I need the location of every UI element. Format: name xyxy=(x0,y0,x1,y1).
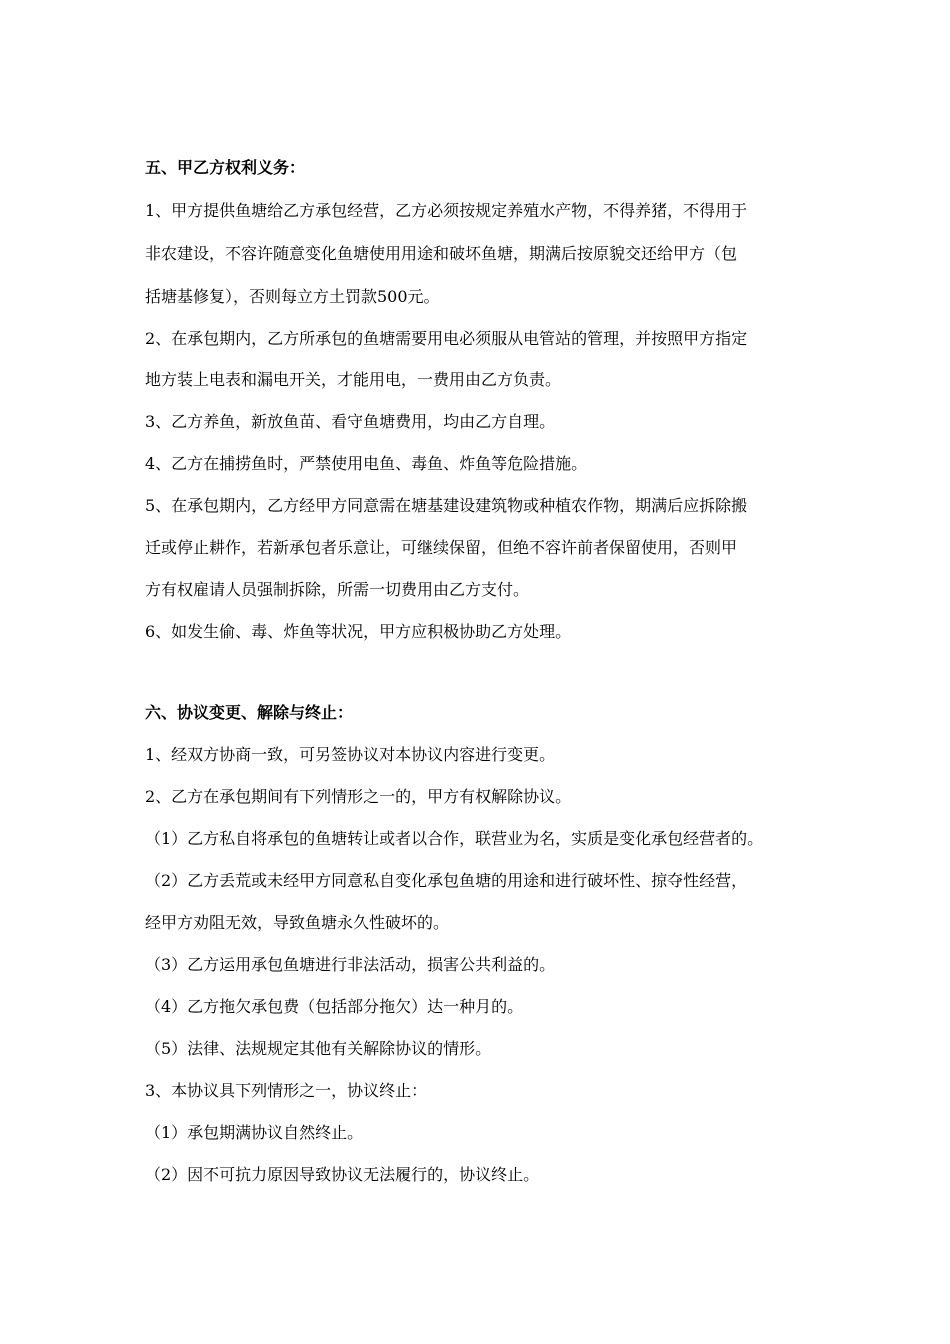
section-5-line: 4、乙方在捕捞鱼时，严禁使用电鱼、毒鱼、炸鱼等危险措施。 xyxy=(145,454,588,473)
section-5-line: 3、乙方养鱼，新放鱼苗、看守鱼塘费用，均由乙方自理。 xyxy=(145,412,556,431)
section-6-line: （3）乙方运用承包鱼塘进行非法活动，损害公共利益的。 xyxy=(145,955,556,974)
section-5-line: 6、如发生偷、毒、炸鱼等状况，甲方应积极协助乙方处理。 xyxy=(145,622,572,641)
section-5-line: 2、在承包期内，乙方所承包的鱼塘需要用电必须服从电管站的管理，并按照甲方指定 xyxy=(145,329,748,348)
section-5-heading: 五、甲乙方权利义务： xyxy=(145,158,306,177)
section-6-line: 1、经双方协商一致，可另签协议对本协议内容进行变更。 xyxy=(145,745,556,764)
section-6-line: （2）乙方丢荒或未经甲方同意私自变化承包鱼塘的用途和进行破坏性、掠夺性经营， xyxy=(145,871,748,890)
section-5-line: 5、在承包期内，乙方经甲方同意需在塘基建设建筑物或种植农作物，期满后应拆除搬 xyxy=(145,496,748,515)
section-5-line: 1、甲方提供鱼塘给乙方承包经营，乙方必须按规定养殖水产物，不得养猪，不得用于 xyxy=(145,201,748,220)
section-5-line: 地方装上电表和漏电开关，才能用电，一费用由乙方负责。 xyxy=(145,370,562,389)
section-6-line: （1）乙方私自将承包的鱼塘转让或者以合作，联营业为名，实质是变化承包经营者的。 xyxy=(145,829,764,848)
section-6-line: （2）因不可抗力原因导致协议无法履行的，协议终止。 xyxy=(145,1165,540,1184)
section-5-line: 非农建设，不容许随意变化鱼塘使用用途和破坏鱼塘，期满后按原貌交还给甲方（包 xyxy=(145,244,738,263)
section-6-line: 2、乙方在承包期间有下列情形之一的，甲方有权解除协议。 xyxy=(145,787,572,806)
section-6-heading: 六、协议变更、解除与终止： xyxy=(145,703,354,722)
section-5-line: 括塘基修复），否则每立方土罚款500元。 xyxy=(145,287,440,306)
section-6-line: （4）乙方拖欠承包费（包括部分拖欠）达一种月的。 xyxy=(145,997,524,1016)
section-5-line: 方有权雇请人员强制拆除，所需一切费用由乙方支付。 xyxy=(145,580,530,599)
section-6-line: （1）承包期满协议自然终止。 xyxy=(145,1123,364,1142)
section-6-line: 经甲方劝阻无效，导致鱼塘永久性破坏的。 xyxy=(145,913,450,932)
section-5-line: 迁或停止耕作，若新承包者乐意让，可继续保留，但绝不容许前者保留使用，否则甲 xyxy=(145,538,738,557)
section-6-line: （5）法律、法规规定其他有关解除协议的情形。 xyxy=(145,1039,492,1058)
section-6-line: 3、本协议具下列情形之一，协议终止： xyxy=(145,1081,428,1100)
